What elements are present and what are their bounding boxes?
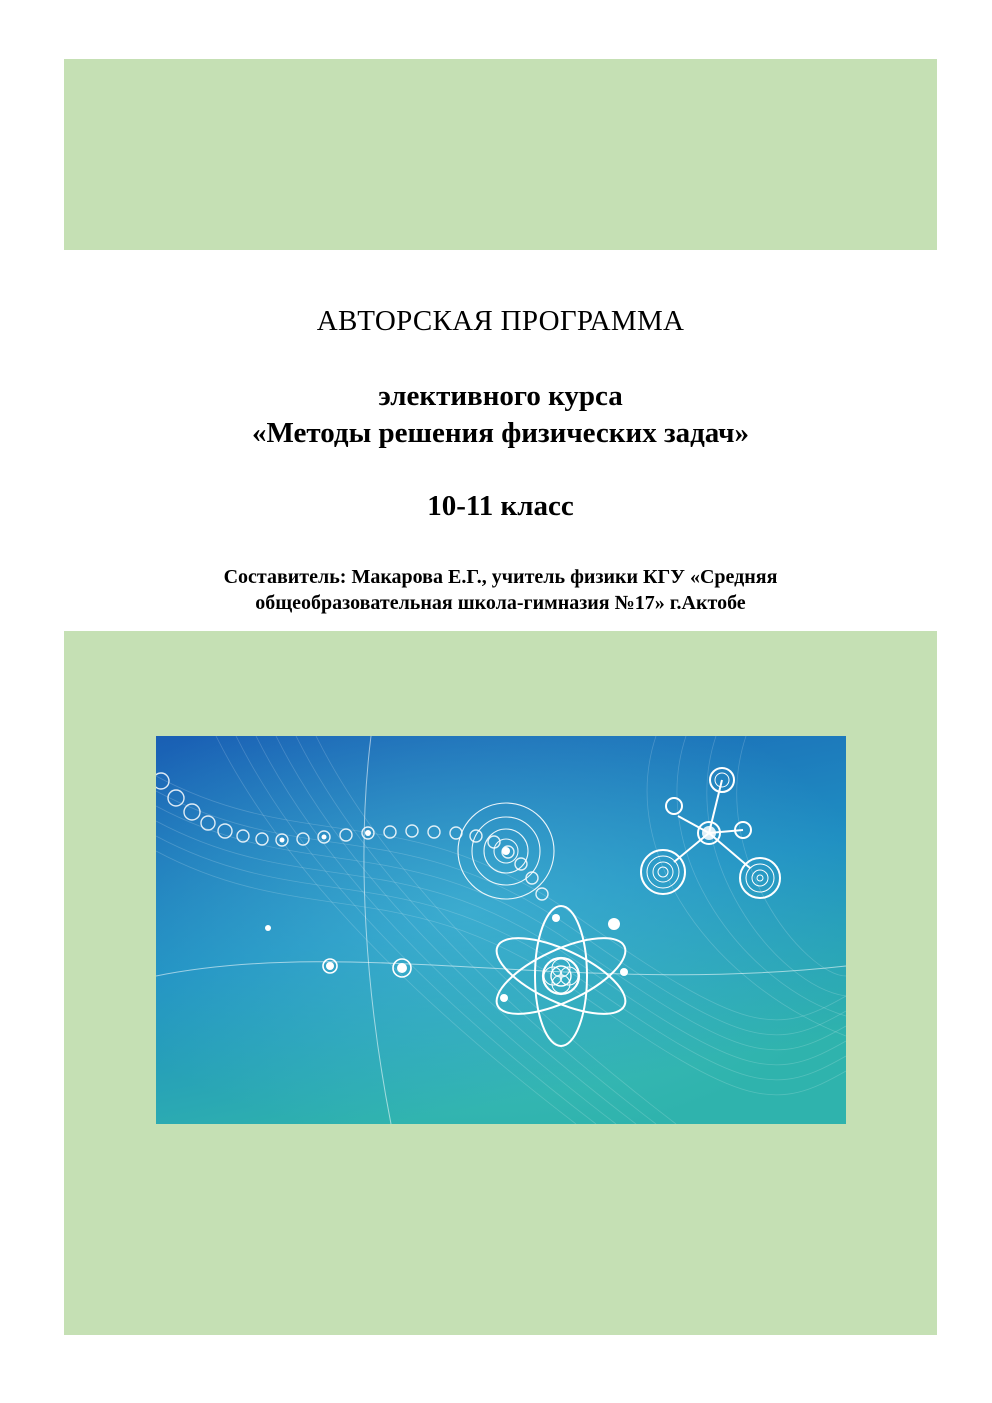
grade-label: 10-11 класс: [427, 490, 574, 522]
top-green-band: [64, 59, 937, 250]
physics-illustration: [156, 736, 846, 1124]
course-title: «Методы решения физических задач»: [252, 417, 749, 449]
author-line-1: Составитель: Макарова Е.Г., учитель физики КГУ «Средняя: [223, 566, 778, 588]
author-line-2: общеобразовательная школа-гимназия №17» г.Актобе: [255, 592, 746, 614]
program-heading: АВТОРСКАЯ ПРОГРАММА: [316, 305, 685, 337]
course-subtitle: элективного курса: [378, 380, 623, 412]
